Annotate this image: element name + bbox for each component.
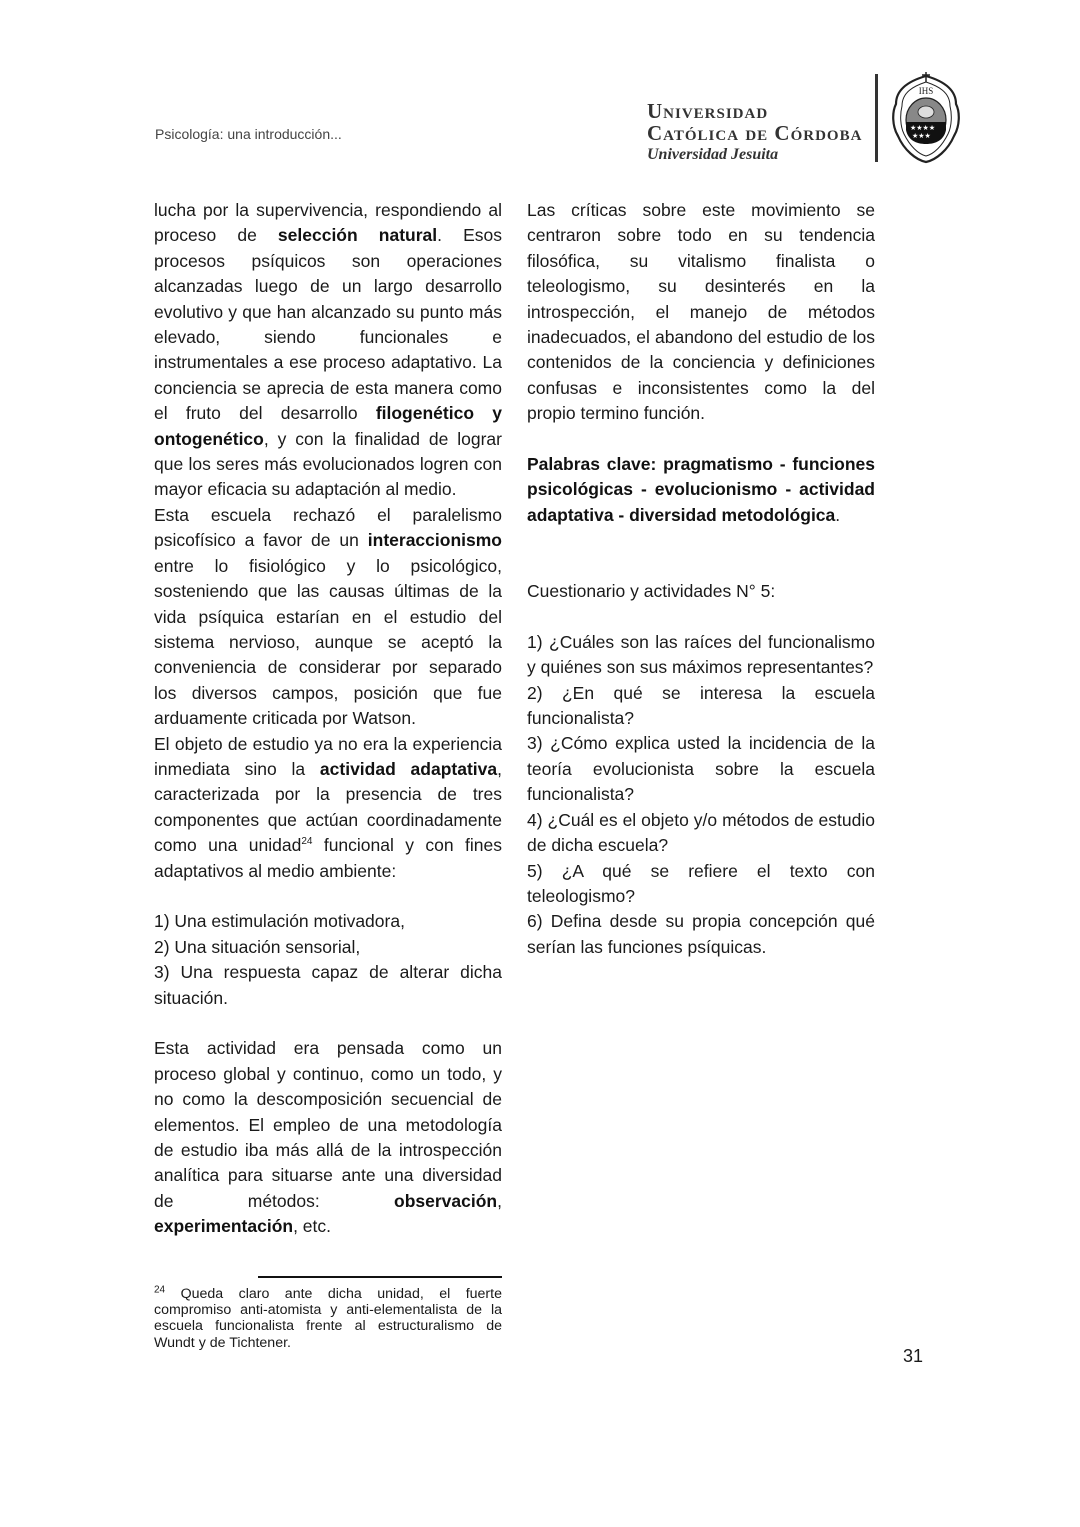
list-item: 2) Una situación sensorial, xyxy=(154,936,361,957)
question-item: 6) Defina desde su propia concepción qué serían las funciones psíquicas. xyxy=(527,911,875,957)
bold-term: experimentación xyxy=(154,1216,294,1237)
paragraph-natural-selection xyxy=(154,198,502,503)
right-column xyxy=(527,198,875,960)
university-logo-text xyxy=(647,100,862,164)
paragraph-interactionism xyxy=(154,503,502,732)
list-item: 3) Una respuesta capaz de alterar dicha situación. xyxy=(154,962,502,1008)
keywords xyxy=(527,452,875,528)
text: lucha por la supervivencia, respondiendo al proceso de xyxy=(154,200,502,246)
text: . Esos procesos psíquicos son operaciones alcanzadas luego de un largo desarrollo evolutivo y que han alcanzado su punto más elevado, siendo funcionales e instrumentales a ese proceso adaptativo. La conciencia se aprecia de esta manera como el fruto del desarrollo xyxy=(154,225,503,424)
svg-text:★★★: ★★★ xyxy=(912,132,931,140)
page-number: 31 xyxy=(903,1346,924,1366)
footnote-ref[interactable]: 24 xyxy=(301,836,313,848)
question-item: 3) ¿Cómo explica usted la incidencia de la teoría evolucionista sobre la escuela funcionalista? xyxy=(527,733,875,805)
svg-text:★★★★: ★★★★ xyxy=(910,124,936,132)
bold-term: filogenético y ontogenético xyxy=(154,403,502,449)
running-head: Psicología: una introducción... xyxy=(155,126,342,142)
text: Esta actividad era pensada como un proceso global y continuo, como un todo, y no como la descomposición secuencial de elementos. El empleo de una metodología de estudio iba más allá de la introspección analítica para situarse ante una diversidad de métodos: xyxy=(154,1038,502,1211)
bold-term: interaccionismo xyxy=(367,530,502,551)
question-item: 4) ¿Cuál es el objeto y/o métodos de estudio de dicha escuela? xyxy=(527,809,875,856)
questionnaire-title: Cuestionario y actividades N° 5: xyxy=(527,581,776,602)
footnote xyxy=(154,1286,502,1351)
bold-term: actividad adaptativa xyxy=(319,758,498,779)
university-tagline: Universidad Jesuita xyxy=(647,146,779,163)
footnote-divider xyxy=(258,1276,502,1278)
left-column xyxy=(154,198,502,1240)
text: , caracterizada por la presencia de tres componentes que actúan coordinadamente como una unidad xyxy=(154,758,502,856)
bold-term: selección natural xyxy=(277,225,438,246)
university-name-line2: Católica de Córdoba xyxy=(647,121,863,145)
paragraph-methods xyxy=(154,1036,502,1239)
university-name-line1: Universidad xyxy=(647,99,769,123)
paragraph-adaptive-activity xyxy=(154,732,502,884)
question-item: 2) ¿En qué se interesa la escuela funcionalista? xyxy=(527,682,875,729)
question-item: 5) ¿A qué se refiere el texto con teleologismo? xyxy=(527,860,875,906)
footnote-text: Queda claro ante dicha unidad, el fuerte compromiso anti-atomista y anti-elementalista de la escuela funcionalista frente al estructuralismo de Wundt y de Tichtener. xyxy=(154,1286,502,1351)
text: . xyxy=(835,504,841,525)
text: El objeto de estudio ya no era la experiencia inmediata sino la xyxy=(154,733,502,779)
university-crest-icon xyxy=(890,70,962,166)
text: funcional y con fines adaptativos al medio ambiente: xyxy=(154,835,502,881)
svg-text:IHS: IHS xyxy=(918,86,934,96)
list-item: 1) Una estimulación motivadora, xyxy=(154,911,405,932)
text: Esta escuela rechazó el paralelismo psicofísico a favor de un xyxy=(154,504,502,551)
text: , etc. xyxy=(293,1216,332,1237)
keywords-text: Palabras clave: pragmatismo - funciones psicológicas - evolucionismo - actividad adaptativa - diversidad metodológica xyxy=(527,454,875,525)
footnote-number: 24 xyxy=(154,1284,166,1296)
bold-term: observación xyxy=(394,1190,498,1211)
text: , y con la finalidad de lograr que los seres más evolucionados logren con mayor eficacia su adaptación al medio. xyxy=(154,428,502,500)
paragraph-criticism: Las críticas sobre este movimiento se centraron sobre todo en su tendencia filosófica, su vitalismo finalista o teleologismo, su desinterés en la introspección, el manejo de métodos inadecuados, el abandono del estudio de los contenidos de la conciencia y definiciones confusas e inconsistentes como la del propio termino función. xyxy=(527,200,875,424)
text: , xyxy=(497,1190,502,1211)
question-item: 1) ¿Cuáles son las raíces del funcionalismo y quiénes son sus máximos representantes? xyxy=(527,631,875,678)
logo-divider xyxy=(875,74,878,162)
text: entre lo fisiológico y lo psicológico, sosteniendo que las causas últimas de la vida psíquica estarían en el estudio del sistema nervioso, aunque se aceptó la conveniencia de considerar por separado los diversos campos, posición que fue arduamente criticada por Watson. xyxy=(154,555,502,729)
